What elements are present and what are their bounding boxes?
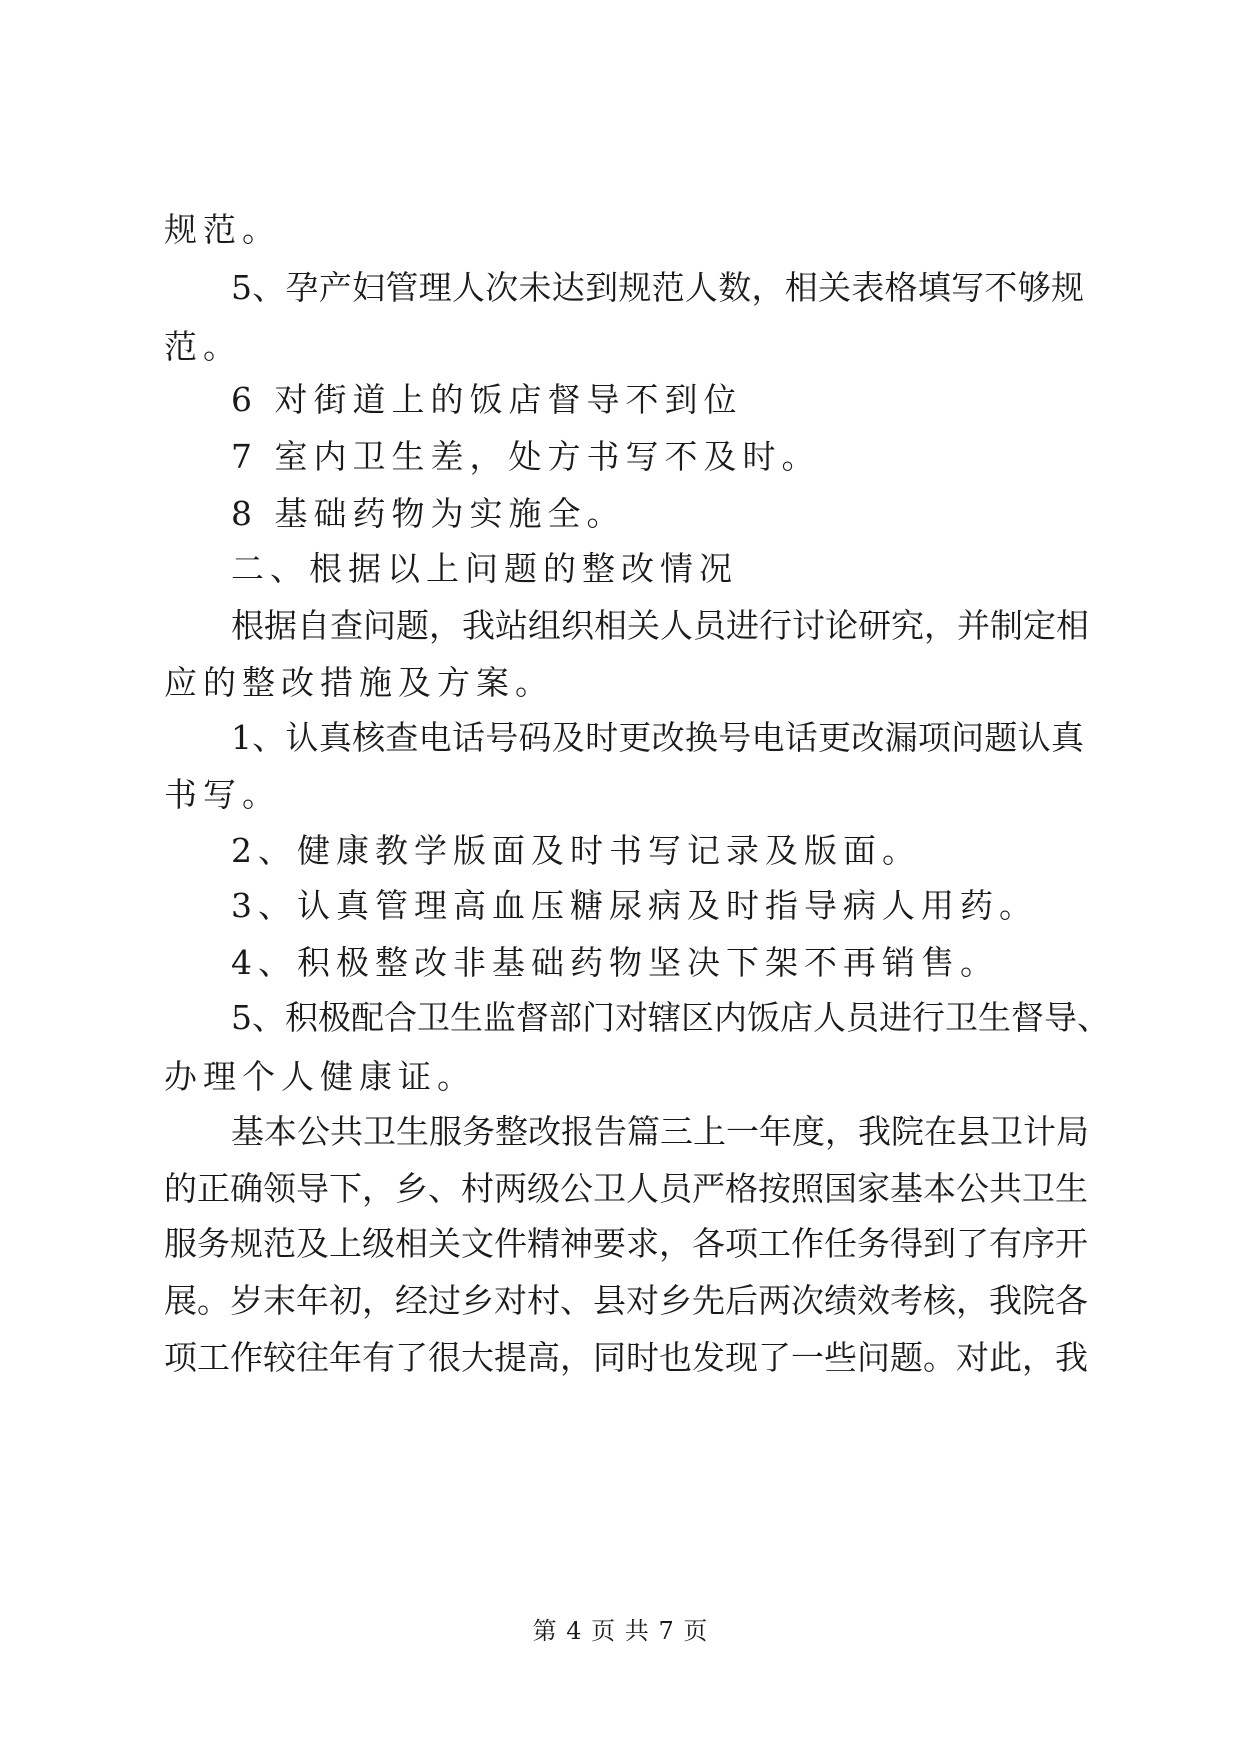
text-line: 6 对街道上的饭店督导不到位 <box>231 380 743 419</box>
page-footer: 第 4 页 共 7 页 <box>532 1617 709 1645</box>
text-line: 应的整改措施及方案。 <box>164 663 554 702</box>
text-line: 展。岁末年初，经过乡对村、县对乡先后两次绩效考核，我院各 <box>164 1281 1088 1320</box>
text-line: 2、健康教学版面及时书写记录及版面。 <box>231 831 921 870</box>
text-line: 项工作较往年有了很大提高，同时也发现了一些问题。对此，我 <box>164 1338 1088 1377</box>
text-line: 规范。 <box>164 210 281 249</box>
text-line: 3、认真管理高血压糖尿病及时指导病人用药。 <box>231 886 1038 925</box>
text-line: 7 室内卫生差，处方书写不及时。 <box>231 437 821 476</box>
text-line: 8 基础药物为实施全。 <box>231 494 626 533</box>
text-line: 根据自查问题，我站组织相关人员进行讨论研究，并制定相 <box>231 606 1089 645</box>
text-line: 1、认真核查电话号码及时更改换号电话更改漏项问题认真 <box>231 718 1084 757</box>
text-line: 5、孕产妇管理人次未达到规范人数，相关表格填写不够规 <box>231 268 1084 307</box>
text-line: 范。 <box>164 327 242 366</box>
text-line: 5、积极配合卫生监督部门对辖区内饭店人员进行卫生督导、 <box>231 998 1110 1037</box>
text-line: 4、积极整改非基础药物坚决下架不再销售。 <box>231 943 999 982</box>
text-line: 书写。 <box>164 775 281 814</box>
text-line: 基本公共卫生服务整改报告篇三上一年度，我院在县卫计局 <box>231 1112 1089 1151</box>
text-line: 办理个人健康证。 <box>164 1057 476 1096</box>
text-line: 服务规范及上级相关文件精神要求，各项工作任务得到了有序开 <box>164 1224 1088 1263</box>
text-line: 的正确领导下，乡、村两级公卫人员严格按照国家基本公共卫生 <box>164 1169 1088 1208</box>
section-heading: 二、根据以上问题的整改情况 <box>231 549 738 588</box>
